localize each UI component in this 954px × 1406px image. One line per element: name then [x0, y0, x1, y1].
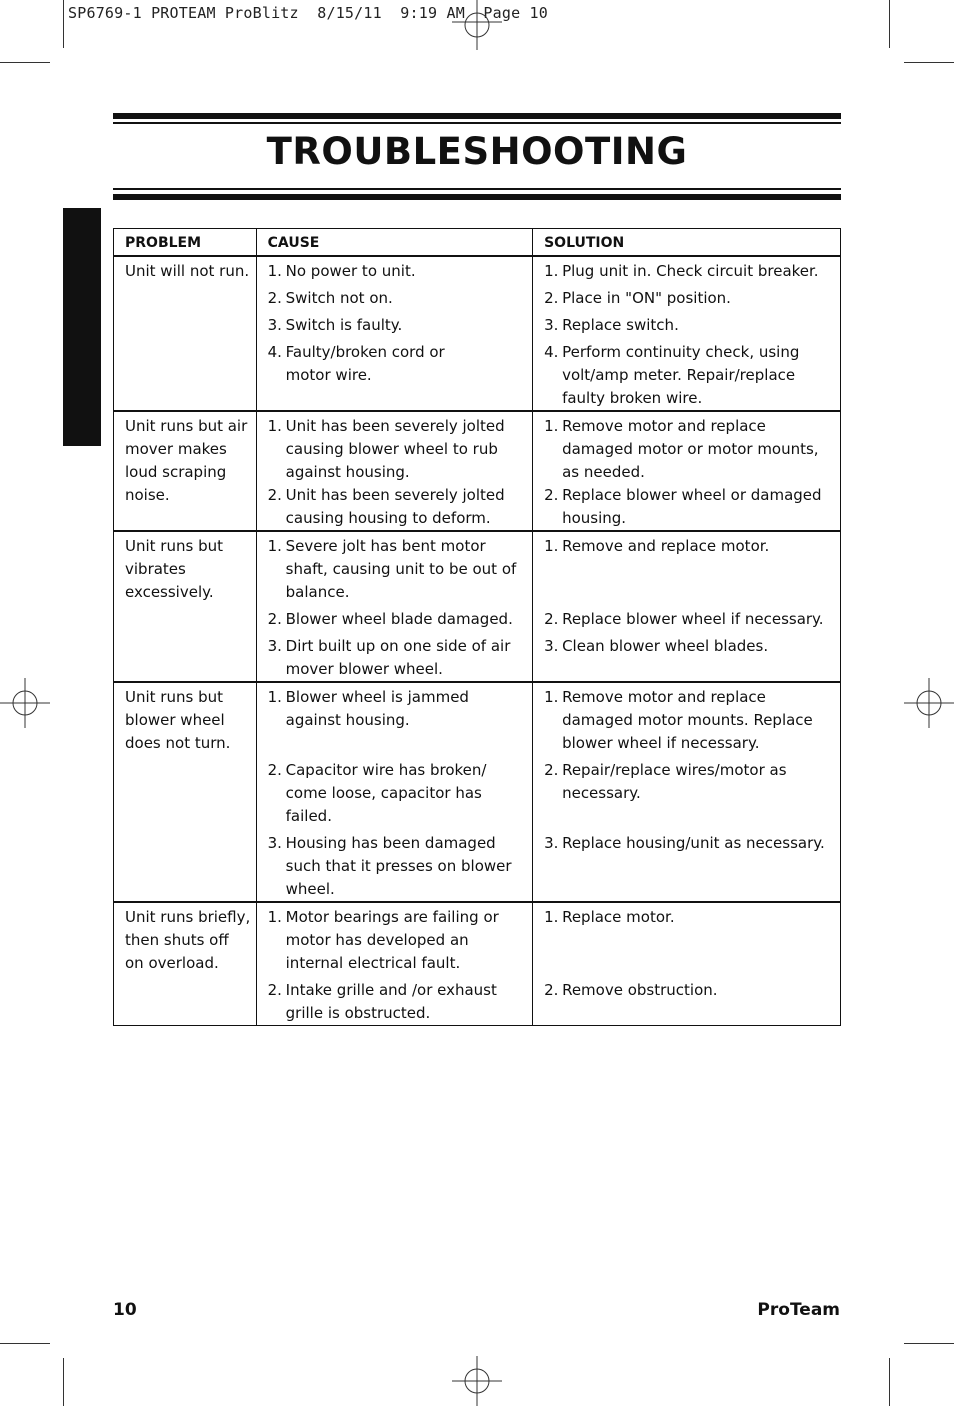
- print-slug: SP6769-1 PROTEAM ProBlitz 8/15/11 9:19 AM Page 10: [68, 4, 548, 22]
- problem-cell: [114, 531, 257, 682]
- cause-text: Switch is faulty.: [285, 316, 403, 334]
- cause-text: Motor bearings are failing or motor has developed an internal electrical fault.: [285, 908, 499, 972]
- solution-item: [544, 314, 836, 337]
- solution-cell: [533, 902, 841, 1026]
- cause-item: [268, 341, 528, 387]
- cause-text: Housing has been damaged such that it presses on blower wheel.: [285, 834, 512, 898]
- cause-cell: [256, 256, 532, 411]
- solution-cell: [533, 256, 841, 411]
- problem-text: Unit runs briefly, then shuts off on overload.: [125, 908, 251, 972]
- cause-number: 1.: [267, 537, 282, 555]
- cause-item: [268, 759, 528, 828]
- cause-number: 3.: [267, 316, 282, 334]
- problem-text: Unit will not run.: [125, 262, 250, 280]
- solution-number: 2.: [544, 610, 559, 628]
- cause-cell: [256, 682, 532, 902]
- cause-item: [268, 635, 528, 681]
- registration-mark-icon: [452, 1356, 502, 1406]
- solution-item: [544, 832, 836, 855]
- solution-number: 1.: [544, 537, 559, 555]
- solution-text: Clean blower wheel blades.: [562, 637, 769, 655]
- solution-item: [544, 484, 836, 530]
- problem-text: Unit runs but vibrates excessively.: [125, 537, 223, 601]
- solution-text: Remove obstruction.: [562, 981, 718, 999]
- solution-number: 3.: [544, 316, 559, 334]
- problem-cell: [114, 682, 257, 902]
- table-row: [114, 682, 841, 902]
- cause-item: [268, 832, 528, 901]
- solution-number: 3.: [544, 834, 559, 852]
- cause-cell: [256, 531, 532, 682]
- solution-text: Remove motor and replace damaged motor mounts. Replace blower wheel if necessary.: [562, 688, 813, 752]
- solution-number: 2.: [544, 981, 559, 999]
- solution-text: Replace blower wheel if necessary.: [562, 610, 824, 628]
- cause-number: 1.: [267, 908, 282, 926]
- crop-mark: [63, 0, 64, 48]
- problem-cell: [114, 411, 257, 531]
- cause-text: Severe jolt has bent motor shaft, causing unit to be out of balance.: [285, 537, 517, 601]
- cause-text: No power to unit.: [285, 262, 416, 280]
- page-number: 10: [113, 1300, 137, 1320]
- table-header-row: [114, 229, 841, 257]
- cause-number: 4.: [267, 343, 282, 361]
- crop-mark: [0, 62, 50, 63]
- crop-mark: [889, 1358, 890, 1406]
- solution-item: [544, 260, 836, 283]
- solution-number: 1.: [544, 908, 559, 926]
- solution-text: Replace motor.: [562, 908, 675, 926]
- title-rule-bottom-thin: [113, 188, 841, 190]
- solution-cell: [533, 411, 841, 531]
- solution-item: [544, 759, 836, 828]
- solution-text: Repair/replace wires/motor as necessary.: [562, 761, 787, 802]
- solution-cell: [533, 531, 841, 682]
- cause-text: Blower wheel is jammed against housing.: [285, 688, 469, 729]
- registration-mark-icon: [0, 678, 50, 728]
- cause-text: Faulty/broken cord or motor wire.: [285, 343, 445, 384]
- cause-number: 2.: [267, 761, 282, 779]
- cause-item: [268, 287, 528, 310]
- solution-number: 1.: [544, 417, 559, 435]
- cause-item: [268, 608, 528, 631]
- solution-item: [544, 686, 836, 755]
- cause-number: 1.: [267, 417, 282, 435]
- crop-mark: [889, 0, 890, 48]
- cause-text: Switch not on.: [285, 289, 393, 307]
- solution-item: [544, 635, 836, 658]
- registration-mark-icon: [904, 678, 954, 728]
- solution-number: 1.: [544, 262, 559, 280]
- registration-mark-icon: [452, 0, 502, 50]
- crop-mark: [0, 1343, 50, 1344]
- crop-mark: [904, 1343, 954, 1344]
- cause-text: Intake grille and /or exhaust grille is obstructed.: [285, 981, 497, 1022]
- solution-text: Replace switch.: [562, 316, 679, 334]
- title-rule-top-thin: [113, 122, 841, 124]
- solution-text: Replace housing/unit as necessary.: [562, 834, 825, 852]
- header-cause: CAUSE: [256, 229, 532, 257]
- table-row: [114, 902, 841, 1026]
- problem-text: Unit runs but air mover makes loud scraping noise.: [125, 417, 248, 504]
- cause-number: 2.: [267, 486, 282, 504]
- table-row: [114, 531, 841, 682]
- cause-text: Unit has been severely jolted causing housing to deform.: [285, 486, 505, 527]
- solution-item: [544, 535, 836, 604]
- solution-number: 1.: [544, 688, 559, 706]
- solution-text: Replace blower wheel or damaged housing.: [562, 486, 822, 527]
- solution-item: [544, 415, 836, 484]
- crop-mark: [904, 62, 954, 63]
- table-row: [114, 256, 841, 411]
- table-row: [114, 411, 841, 531]
- solution-text: Plug unit in. Check circuit breaker.: [562, 262, 819, 280]
- problem-text: Unit runs but blower wheel does not turn.: [125, 688, 231, 752]
- solution-number: 4.: [544, 343, 559, 361]
- solution-text: Remove motor and replace damaged motor or motor mounts, as needed.: [562, 417, 819, 481]
- cause-item: [268, 484, 528, 530]
- problem-cell: [114, 256, 257, 411]
- cause-cell: [256, 411, 532, 531]
- header-solution: SOLUTION: [533, 229, 841, 257]
- cause-item: [268, 314, 528, 337]
- problem-cell: [114, 902, 257, 1026]
- cause-number: 1.: [267, 688, 282, 706]
- solution-number: 2.: [544, 486, 559, 504]
- cause-item: [268, 260, 528, 283]
- cause-cell: [256, 902, 532, 1026]
- cause-item: [268, 979, 528, 1025]
- solution-text: Place in "ON" position.: [562, 289, 731, 307]
- solution-item: [544, 608, 836, 631]
- title-rule-top-thick: [113, 113, 841, 119]
- cause-item: [268, 906, 528, 975]
- cause-text: Capacitor wire has broken/ come loose, capacitor has failed.: [285, 761, 487, 825]
- solution-number: 2.: [544, 289, 559, 307]
- cause-item: [268, 686, 528, 755]
- solution-text: Perform continuity check, using volt/amp meter. Repair/replace faulty broken wire.: [562, 343, 800, 407]
- solution-cell: [533, 682, 841, 902]
- solution-number: 2.: [544, 761, 559, 779]
- cause-item: [268, 535, 528, 604]
- header-problem: PROBLEM: [114, 229, 257, 257]
- solution-item: [544, 906, 836, 975]
- cause-number: 3.: [267, 834, 282, 852]
- solution-item: [544, 979, 836, 1002]
- cause-number: 2.: [267, 981, 282, 999]
- cause-number: 3.: [267, 637, 282, 655]
- cause-text: Dirt built up on one side of air mover blower wheel.: [285, 637, 511, 678]
- crop-mark: [63, 1358, 64, 1406]
- section-side-tab: [63, 208, 101, 446]
- solution-item: [544, 341, 836, 410]
- solution-item: [544, 287, 836, 310]
- page-title: TROUBLESHOOTING: [266, 130, 688, 173]
- cause-number: 1.: [267, 262, 282, 280]
- cause-item: [268, 415, 528, 484]
- cause-number: 2.: [267, 289, 282, 307]
- cause-text: Blower wheel blade damaged.: [285, 610, 513, 628]
- troubleshooting-table: [113, 228, 841, 1026]
- title-rule-bottom-thick: [113, 194, 841, 200]
- solution-text: Remove and replace motor.: [562, 537, 770, 555]
- solution-number: 3.: [544, 637, 559, 655]
- cause-text: Unit has been severely jolted causing blower wheel to rub against housing.: [285, 417, 505, 481]
- brand-name: ProTeam: [757, 1300, 840, 1320]
- cause-number: 2.: [267, 610, 282, 628]
